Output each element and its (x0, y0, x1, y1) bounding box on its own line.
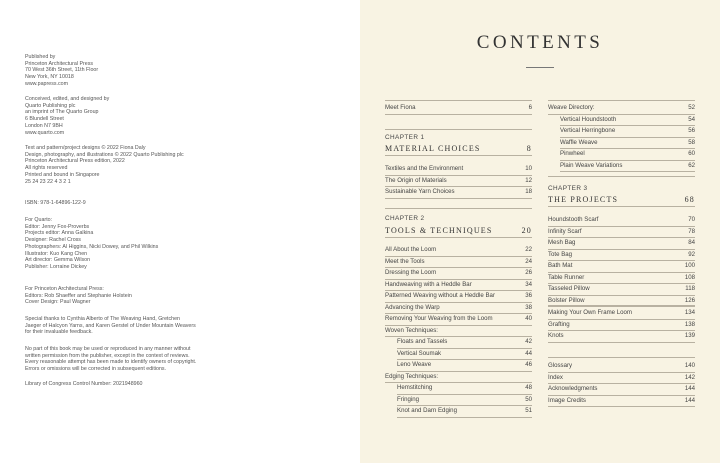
toc-entry-title: Pinwheel (560, 150, 585, 157)
toc-entry-page: 139 (684, 332, 695, 339)
divider-rule (397, 371, 532, 372)
rights-notice (25, 346, 325, 373)
divider-rule (397, 405, 532, 406)
divider-rule (385, 155, 532, 156)
divider-rule (548, 295, 695, 296)
divider-rule (548, 372, 695, 373)
imprint-line: Special thanks to Cynthia Alberto of The Weaving Hand, Gretchen (25, 316, 180, 322)
imprint-line: Printed and bound in Singapore (25, 171, 100, 178)
imprint-line: No part of this book may be used or reproduced in any manner without (25, 346, 191, 352)
toc-entry (397, 407, 532, 414)
divider-rule (397, 348, 532, 349)
toc-entry-page: 100 (684, 262, 695, 269)
toc-entry (548, 228, 695, 235)
special-thanks (25, 316, 325, 336)
divider-rule (548, 249, 695, 250)
toc-entry-page: 51 (525, 407, 532, 414)
divider-rule (548, 226, 695, 227)
divider-rule (385, 198, 532, 199)
divider-rule (385, 302, 532, 303)
toc-entry-page: 92 (688, 250, 695, 258)
toc-entry-title: Bolster Pillow (548, 296, 585, 304)
imprint-line: For Princeton Architectural Press: (25, 286, 104, 292)
toc-entry (385, 188, 532, 195)
imprint-line: 70 West 36th Street, 11th Floor (25, 67, 99, 74)
toc-entry-page: 44 (525, 349, 532, 357)
divider-rule (548, 176, 695, 177)
toc-entry-title: Making Your Own Frame Loom (548, 309, 632, 316)
imprint-line: Conceived, edited, and designed by (25, 96, 110, 102)
imprint-line: 6 Blundell Street (25, 116, 64, 123)
toc-entry (397, 396, 532, 403)
imprint-line: Text and pattern/project designs © 2022 Fiona Daly (25, 145, 146, 151)
divider-rule (548, 330, 695, 331)
divider-rule (385, 175, 532, 176)
divider-rule (548, 406, 695, 407)
imprint-line: www.quarto.com (25, 129, 65, 136)
divider-rule (385, 290, 532, 291)
toc-entry-page: 12 (525, 176, 532, 184)
toc-entry-page: 84 (688, 239, 695, 246)
imprint-line: For Quarto: (25, 217, 53, 223)
toc-entry (548, 309, 695, 316)
divider-rule (385, 279, 532, 280)
toc-entry (397, 338, 532, 345)
toc-entry-page: 46 (525, 361, 532, 368)
toc-entry (548, 285, 695, 292)
imprint-line: an imprint of The Quarto Group (25, 109, 99, 116)
divider-rule (385, 186, 532, 187)
toc-entry-page: 118 (685, 285, 695, 292)
toc-entry-title: Tote Bag (548, 250, 573, 258)
toc-entry (385, 373, 532, 380)
toc-entry (385, 327, 532, 334)
imprint-line: Princeton Architectural Press edition, 2022 (25, 158, 125, 165)
toc-entry-title: Handweaving with a Heddle Bar (385, 280, 472, 288)
toc-entry-title: Houndstooth Scarf (548, 216, 599, 223)
divider-rule (385, 129, 532, 130)
toc-entry-title: Vertical Houndstooth (560, 115, 617, 123)
toc-entry (548, 104, 695, 111)
toc-entry-page: 22 (525, 246, 532, 253)
toc-entry (548, 274, 695, 281)
chapter-label: CHAPTER 1 (385, 134, 425, 141)
toc-entry-page: 40 (525, 315, 532, 322)
toc-entry-page: 50 (525, 395, 532, 403)
imprint-line: www.papress.com (25, 80, 68, 87)
divider-rule (385, 313, 532, 314)
divider-rule (560, 171, 695, 172)
toc-entry (548, 251, 695, 258)
toc-entry-page: 126 (684, 296, 695, 304)
divider-rule (548, 305, 695, 306)
toc-entry-title: Plain Weave Variations (560, 161, 623, 169)
toc-entry-page: 62 (688, 161, 695, 169)
copyright-block (25, 145, 325, 185)
imprint-line: Art director: Gemma Wilson (25, 257, 91, 264)
divider-rule (385, 256, 532, 257)
chapter-title-text: TOOLS & TECHNIQUES (385, 226, 493, 235)
toc-entry-title: The Origin of Materials (385, 176, 447, 184)
toc-entry-page: 70 (688, 216, 695, 223)
imprint-line: Published by (25, 54, 56, 60)
divider-rule (548, 237, 695, 238)
divider-rule (560, 148, 695, 149)
toc-entry-title: Grafting (548, 320, 570, 328)
imprint-line: Photographers: Al Higgins, Nicki Dowey, and Phil Wilkins (25, 243, 159, 250)
divider-rule (560, 125, 695, 126)
divider-rule (385, 208, 532, 209)
toc-entry (548, 374, 695, 381)
toc-entry-title: Hemstitching (397, 384, 433, 391)
chapter-label: CHAPTER 2 (385, 215, 425, 222)
divider-rule (548, 260, 695, 261)
imprint-line: Design, photography, and illustrations © 2022 Quarto Publishing plc (25, 151, 184, 158)
conceived-block (25, 96, 325, 136)
divider-rule (548, 395, 695, 396)
imprint-line: written permission from the publisher, except in the context of reviews. (25, 352, 190, 359)
imprint-line: Jaeger of Halcyon Yarns, and Karen Gerstel of Under Mountain Weavers (25, 322, 196, 329)
divider-rule (560, 137, 695, 138)
toc-entry-title: Meet Fiona (385, 104, 416, 111)
toc-entry-page: 6 (528, 104, 532, 111)
toc-entry-page: 54 (688, 115, 695, 123)
chapter-page: 20 (521, 226, 532, 235)
loc-number: Library of Congress Control Number: 2021948960 (25, 381, 143, 387)
toc-entry-page: 144 (684, 385, 695, 392)
toc-entry (560, 162, 695, 169)
toc-entry-title: Tasseled Pillow (548, 285, 590, 292)
imprint-line: New York, NY 10018 (25, 74, 74, 81)
toc-entry-page: 24 (525, 257, 532, 265)
publisher-block (25, 54, 325, 88)
imprint-line: Editor: Jenny Fox-Proverbs (25, 223, 90, 230)
toc-entry-title: Fringing (397, 395, 420, 403)
chapter-label: CHAPTER 3 (548, 185, 588, 192)
divider-rule (385, 237, 532, 238)
papress-credits (25, 286, 325, 306)
toc-entry-title: Dressing the Loom (385, 269, 437, 276)
divider-rule (560, 160, 695, 161)
divider-rule (548, 272, 695, 273)
toc-entry-title: Vertical Soumak (397, 349, 442, 357)
toc-entry (548, 362, 695, 369)
divider-rule (548, 357, 695, 358)
imprint-line: Princeton Architectural Press (25, 60, 94, 67)
toc-entry (548, 239, 695, 246)
toc-entry-title: Bath Mat (548, 262, 573, 269)
toc-entry-title: Knot and Darn Edging (397, 407, 457, 414)
toc-entry (560, 150, 695, 157)
toc-entry-title: Leno Weave (397, 361, 432, 368)
toc-entry (385, 246, 532, 253)
toc-entry-page: 38 (525, 303, 532, 311)
toc-entry-title: Floats and Tassels (397, 338, 448, 345)
toc-entry (385, 258, 532, 265)
divider-rule (548, 283, 695, 284)
toc-entry-page: 60 (688, 150, 695, 157)
divider-rule (385, 114, 532, 115)
toc-entry (548, 262, 695, 269)
divider-rule (385, 325, 532, 326)
imprint-line: Projects editor: Anna Galkina (25, 230, 94, 237)
imprint-line: Editors: Rob Shaeffer and Stephanie Holstein (25, 292, 132, 299)
chapter-title (385, 226, 532, 235)
toc-entry-page: 134 (684, 309, 695, 316)
quarto-credits (25, 217, 325, 271)
toc-entry-title: Woven Techniques: (385, 326, 438, 334)
toc-entry (560, 139, 695, 146)
toc-entry-title: Acknowledgments (548, 385, 598, 392)
imprint-line: Every reasonable attempt has been made to identify owners of copyright. (25, 359, 197, 366)
imprint-line: Errors or omissions will be corrected in subsequent editions. (25, 366, 167, 373)
toc-entry (560, 116, 695, 123)
toc-entry-page: 26 (525, 269, 532, 276)
toc-entry-page: 18 (525, 188, 532, 195)
toc-entry-page: 138 (684, 320, 695, 328)
toc-entry-title: All About the Loom (385, 246, 437, 253)
toc-entry (385, 315, 532, 322)
imprint-line: Illustrator: Kuo Kang Chen (25, 250, 88, 257)
toc-entry-page: 58 (688, 138, 695, 146)
divider-rule (548, 206, 695, 207)
toc-entry-title: Advancing the Warp (385, 303, 440, 311)
toc-entry-title: Sustainable Yarn Choices (385, 188, 455, 195)
toc-entry-page: 34 (525, 280, 532, 288)
imprint-line: Quarto Publishing plc (25, 102, 76, 109)
imprint-line: 25 24 23 22 4 3 2 1 (25, 178, 71, 185)
chapter-title-text: MATERIAL CHOICES (385, 144, 481, 153)
toc-entry-page: 142 (684, 373, 695, 381)
toc-entry (548, 385, 695, 392)
contents-title: CONTENTS (476, 32, 604, 53)
toc-entry (385, 269, 532, 276)
chapter-title-text: THE PROJECTS (548, 195, 619, 204)
toc-entry-title: Weave Directory: (548, 104, 595, 111)
toc-entry-title: Vertical Herringbone (560, 127, 616, 134)
toc-entry (548, 297, 695, 304)
toc-entry-title: Waffle Weave (560, 138, 598, 146)
divider-rule (548, 306, 695, 307)
divider-rule (385, 267, 532, 268)
toc-entry-page: 140 (684, 362, 695, 369)
chapter-page: 68 (684, 195, 695, 204)
toc-entry-title: Meet the Tools (385, 257, 425, 265)
divider-rule (397, 359, 532, 360)
toc-entry (385, 165, 532, 172)
imprint-line: Designer: Rachel Cross (25, 237, 81, 244)
toc-entry-page: 36 (525, 292, 532, 299)
toc-entry-title: Patterned Weaving without a Heddle Bar (385, 292, 495, 299)
imprint-line: for their invaluable feedback. (25, 329, 93, 336)
toc-entry-title: Textiles and the Environment (385, 165, 464, 172)
toc-entry (385, 292, 532, 299)
toc-entry-title: Index (548, 373, 563, 381)
divider-rule (548, 342, 695, 343)
imprint-line: All rights reserved (25, 165, 68, 172)
divider-rule (548, 100, 695, 101)
toc-entry-title: Infinity Scarf (548, 227, 582, 235)
divider-rule (397, 417, 532, 418)
toc-entry-title: Removing Your Weaving from the Loom (385, 315, 493, 322)
toc-entry-page: 10 (525, 165, 532, 172)
divider-rule (548, 383, 695, 384)
toc-entry-title: Glossary (548, 362, 573, 369)
toc-entry (385, 177, 532, 184)
imprint-line: Cover Design: Paul Wagner (25, 299, 91, 306)
toc-entry-page: 42 (525, 338, 532, 345)
divider-rule (548, 319, 695, 320)
imprint-line: London N7 9BH (25, 122, 63, 129)
divider-rule (385, 382, 532, 383)
chapter-title (385, 144, 532, 153)
toc-entry (560, 127, 695, 134)
toc-entry-page: 78 (688, 227, 695, 235)
toc-entry (548, 332, 695, 339)
toc-entry-title: Image Credits (548, 396, 586, 404)
toc-entry (548, 321, 695, 328)
divider-rule (385, 100, 532, 101)
chapter-page: 8 (526, 144, 532, 153)
toc-entry (548, 216, 695, 223)
toc-entry-page: 56 (688, 127, 695, 134)
toc-entry-page: 52 (688, 104, 695, 111)
toc-entry (397, 361, 532, 368)
toc-entry-page: 108 (684, 273, 695, 281)
divider-rule (397, 394, 532, 395)
toc-entry (385, 104, 532, 111)
toc-entry (385, 304, 532, 311)
toc-entry-page: 144 (684, 396, 695, 404)
toc-entry (397, 384, 532, 391)
imprint-line: Publisher: Lorraine Dickey (25, 263, 87, 270)
chapter-title (548, 195, 695, 204)
toc-entry (548, 397, 695, 404)
toc-entry (397, 350, 532, 357)
toc-entry-title: Table Runner (548, 273, 585, 281)
toc-entry-title: Knots (548, 332, 564, 339)
isbn: ISBN: 978-1-64896-122-9 (25, 200, 86, 206)
toc-entry-title: Edging Techniques: (385, 372, 439, 380)
toc-entry-title: Mesh Bag (548, 239, 576, 246)
toc-entry-page: 48 (525, 384, 532, 391)
toc-entry (385, 281, 532, 288)
title-divider (526, 67, 554, 68)
divider-rule (548, 114, 695, 115)
divider-rule (385, 336, 532, 337)
